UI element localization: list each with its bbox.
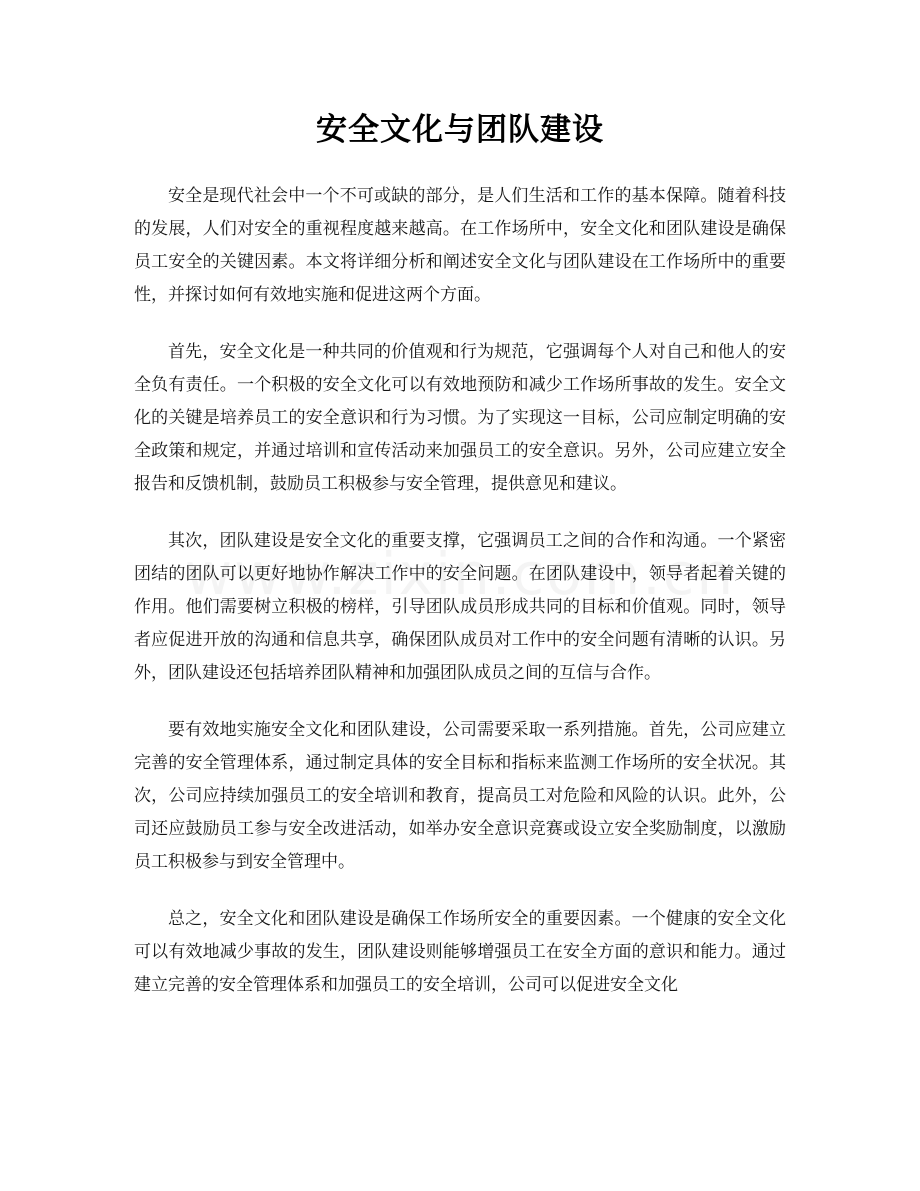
paragraph-safety-culture: 首先，安全文化是一种共同的价值观和行为规范，它强调每个人对自己和他人的安全负有责任。一个积极的安全文化可以有效地预防和减少工作场所事故的发生。安全文化的关键是培养员工的安全意识和行为习惯。为了实现这一目标，公司应制定明确的安全政策和规定，并通过培训和宣传活动来加强员工的安全意识。另外，公司应建立安全报告和反馈机制，鼓励员工积极参与安全管理，提供意见和建议。 xyxy=(134,342,786,494)
paragraph-conclusion: 总之，安全文化和团队建设是确保工作场所安全的重要因素。一个健康的安全文化可以有效地减少事故的发生，团队建设则能够增强员工在安全方面的意识和能力。通过建立完善的安全管理体系和加强员工的安全培训，公司可以促进安全文化 xyxy=(134,909,786,995)
document-body xyxy=(134,180,786,1026)
paragraph-implementation: 要有效地实施安全文化和团队建设，公司需要采取一系列措施。首先，公司应建立完善的安全管理体系，通过制定具体的安全目标和指标来监测工作场所的安全状况。其次，公司应持续加强员工的安全培训和教育，提高员工对危险和风险的认识。此外，公司还应鼓励员工参与安全改进活动，如举办安全意识竞赛或设立安全奖励制度，以激励员工积极参与到安全管理中。 xyxy=(134,720,786,872)
paragraph-team-building: 其次，团队建设是安全文化的重要支撑，它强调员工之间的合作和沟通。一个紧密团结的团队可以更好地协作解决工作中的安全问题。在团队建设中，领导者起着关键的作用。他们需要树立积极的榜样，引导团队成员形成共同的目标和价值观。同时，领导者应促进开放的沟通和信息共享，确保团队成员对工作中的安全问题有清晰的认识。另外，团队建设还包括培养团队精神和加强团队成员之间的互信与合作。 xyxy=(134,531,786,683)
paragraph-intro: 安全是现代社会中一个不可或缺的部分，是人们生活和工作的基本保障。随着科技的发展，人们对安全的重视程度越来越高。在工作场所中，安全文化和团队建设是确保员工安全的关键因素。本文将详细分析和阐述安全文化与团队建设在工作场所中的重要性，并探讨如何有效地实施和促进这两个方面。 xyxy=(134,186,786,305)
document-title: 安全文化与团队建设 xyxy=(316,112,604,148)
